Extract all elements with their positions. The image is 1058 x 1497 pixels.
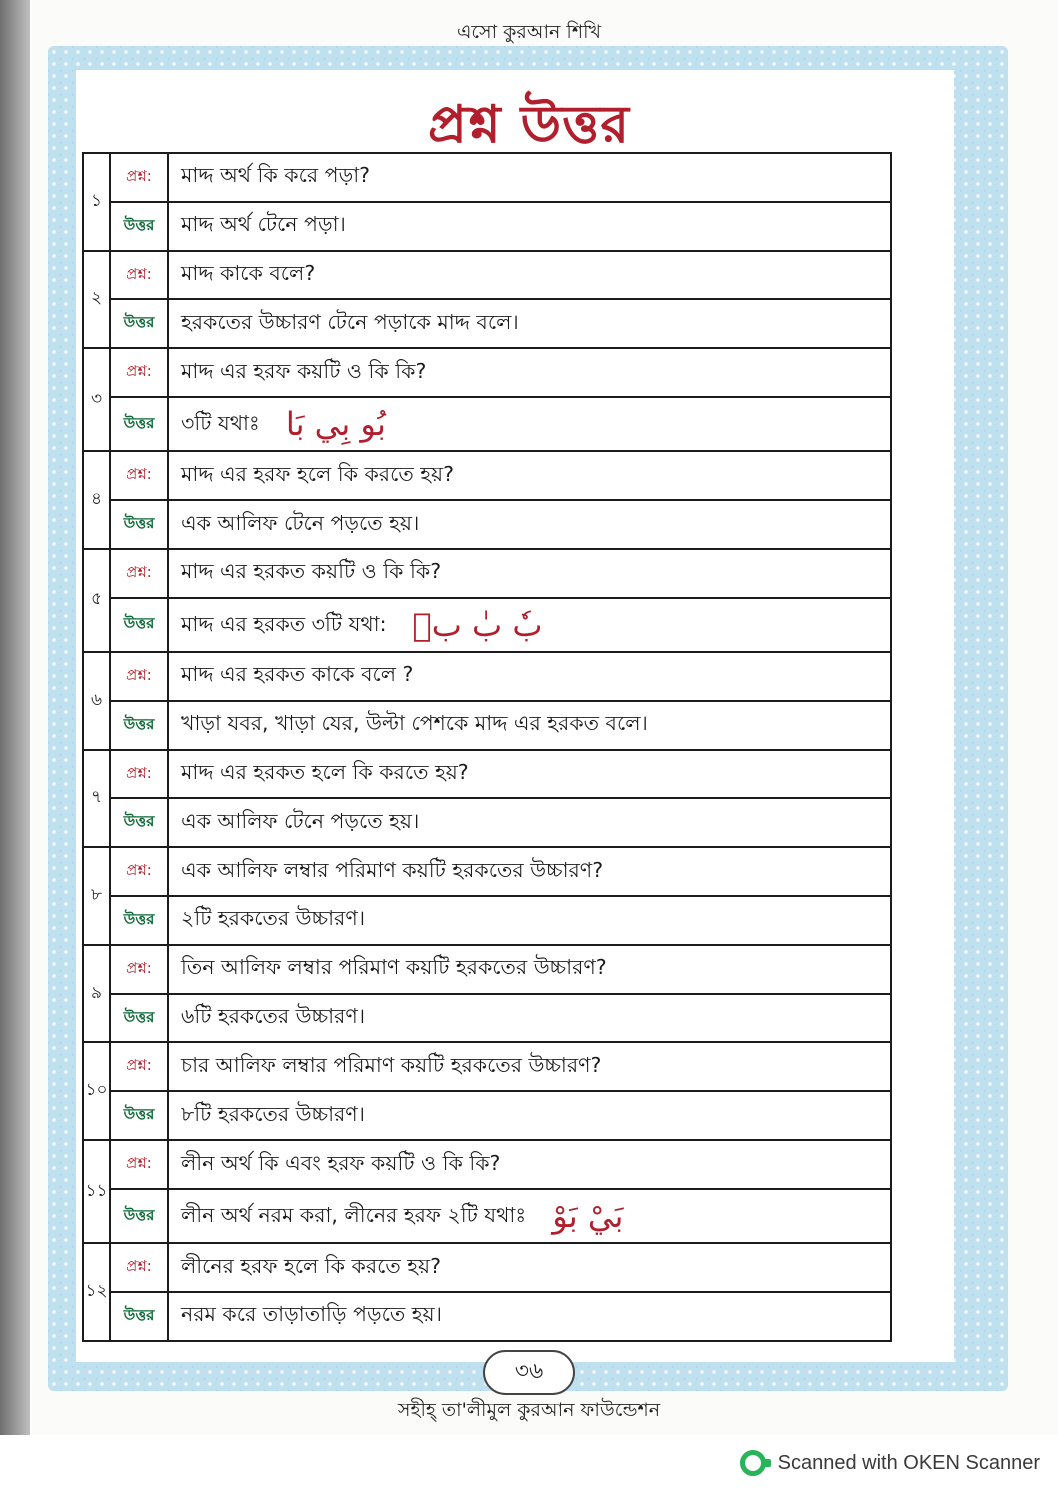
question-row — [83, 652, 891, 701]
question-label: প্রশ্ন: — [110, 451, 168, 500]
question-row — [83, 549, 891, 598]
item-number: ১২ — [83, 1243, 110, 1341]
question-text: মাদ্দ এর হরকত কাকে বলে ? — [168, 652, 891, 701]
question-text: এক আলিফ লম্বার পরিমাণ কয়টি হরকতের উচ্চারণ? — [168, 847, 891, 896]
answer-text: মাদ্দ এর হরকত ৩টি যথা: — [181, 611, 387, 636]
answer-text: ৩টি যথাঃ — [181, 411, 260, 436]
footer-organization: সহীহ্ তা'লীমুল কুরআন ফাউন্ডেশন — [397, 1399, 661, 1421]
scanner-watermark — [740, 1447, 1040, 1479]
answer-row — [83, 701, 891, 750]
answer-row — [83, 598, 891, 652]
item-number: ২ — [83, 251, 110, 349]
answer-row — [83, 397, 891, 451]
question-row — [83, 451, 891, 500]
answer-cell — [168, 798, 891, 847]
answer-label: উত্তর — [110, 994, 168, 1043]
question-text: মাদ্দ এর হরকত হলে কি করতে হয়? — [168, 750, 891, 799]
answer-text: লীন অর্থ নরম করা, লীনের হরফ ২টি যথাঃ — [181, 1203, 527, 1228]
answer-row — [83, 299, 891, 348]
answer-text: খাড়া যবর, খাড়া যের, উল্টা পেশকে মাদ্দ এর হরকত বলে। — [181, 711, 648, 736]
question-label: প্রশ্ন: — [110, 251, 168, 300]
question-label: প্রশ্ন: — [110, 847, 168, 896]
answer-text: মাদ্দ অর্থ টেনে পড়া। — [181, 212, 346, 237]
answer-row — [83, 202, 891, 251]
answer-cell — [168, 1189, 891, 1243]
question-text: লীনের হরফ হলে কি করতে হয়? — [168, 1243, 891, 1292]
qa-table — [82, 152, 892, 1342]
answer-cell — [168, 1292, 891, 1341]
answer-label: উত্তর — [110, 202, 168, 251]
question-label: প্রশ্ন: — [110, 1042, 168, 1091]
answer-label: উত্তর — [110, 1292, 168, 1341]
question-row — [83, 750, 891, 799]
question-label: প্রশ্ন: — [110, 652, 168, 701]
question-row — [83, 348, 891, 397]
arabic-letters: بُو بِي بَا — [285, 405, 386, 444]
answer-cell — [168, 202, 891, 251]
answer-label: উত্তর — [110, 896, 168, 945]
qa-table-body — [83, 153, 891, 1341]
question-text: মাদ্দ এর হরফ হলে কি করতে হয়? — [168, 451, 891, 500]
question-text: মাদ্দ কাকে বলে? — [168, 251, 891, 300]
question-label: প্রশ্ন: — [110, 750, 168, 799]
answer-row — [83, 896, 891, 945]
question-text: লীন অর্থ কি এবং হরফ কয়টি ও কি কি? — [168, 1140, 891, 1189]
arabic-letters: بَيْ بَوْ — [552, 1197, 624, 1236]
answer-row — [83, 994, 891, 1043]
answer-text: এক আলিফ টেনে পড়তে হয়। — [181, 510, 420, 535]
answer-label: উত্তর — [110, 598, 168, 652]
answer-text: ২টি হরকতের উচ্চারণ। — [181, 906, 366, 931]
question-label: প্রশ্ন: — [110, 153, 168, 202]
answer-row — [83, 500, 891, 549]
page-title: প্রশ্ন উত্তর — [428, 94, 630, 155]
item-number: ১১ — [83, 1140, 110, 1243]
item-number: ৪ — [83, 451, 110, 549]
question-text: মাদ্দ অর্থ কি করে পড়া? — [168, 153, 891, 202]
item-number: ১ — [83, 153, 110, 251]
answer-text: নরম করে তাড়াতাড়ি পড়তে হয়। — [181, 1302, 442, 1327]
answer-row — [83, 1189, 891, 1243]
item-number: ৮ — [83, 847, 110, 945]
item-number: ১০ — [83, 1042, 110, 1140]
running-header: এসো কুরআন শিখি — [456, 21, 602, 43]
answer-cell — [168, 500, 891, 549]
question-label: প্রশ্ন: — [110, 1140, 168, 1189]
item-number: ৫ — [83, 549, 110, 652]
question-text: চার আলিফ লম্বার পরিমাণ কয়টি হরকতের উচ্চারণ? — [168, 1042, 891, 1091]
arabic-letters: بٗ بٰ بٖ — [412, 605, 543, 644]
answer-text: এক আলিফ টেনে পড়তে হয়। — [181, 808, 420, 833]
answer-text: হরকতের উচ্চারণ টেনে পড়াকে মাদ্দ বলে। — [181, 309, 519, 334]
answer-label: উত্তর — [110, 397, 168, 451]
item-number: ৩ — [83, 348, 110, 451]
item-number: ৭ — [83, 750, 110, 848]
question-text: মাদ্দ এর হরফ কয়টি ও কি কি? — [168, 348, 891, 397]
question-label: প্রশ্ন: — [110, 945, 168, 994]
question-row — [83, 1140, 891, 1189]
page-number-container — [0, 1350, 1058, 1395]
question-label: প্রশ্ন: — [110, 348, 168, 397]
answer-label: উত্তর — [110, 500, 168, 549]
scanner-watermark-text: Scanned with OKEN Scanner — [777, 1451, 1040, 1474]
answer-label: উত্তর — [110, 798, 168, 847]
question-label: প্রশ্ন: — [110, 549, 168, 598]
question-row — [83, 945, 891, 994]
question-row — [83, 1042, 891, 1091]
answer-cell — [168, 701, 891, 750]
question-row — [83, 847, 891, 896]
answer-cell — [168, 994, 891, 1043]
question-row — [83, 251, 891, 300]
answer-cell — [168, 598, 891, 652]
answer-text: ৬টি হরকতের উচ্চারণ। — [181, 1004, 366, 1029]
oken-scanner-icon — [740, 1450, 766, 1476]
answer-row — [83, 1292, 891, 1341]
answer-label: উত্তর — [110, 1189, 168, 1243]
item-number: ৬ — [83, 652, 110, 750]
answer-cell — [168, 1091, 891, 1140]
question-text: মাদ্দ এর হরকত কয়টি ও কি কি? — [168, 549, 891, 598]
page-number: ৩৬ — [483, 1350, 575, 1395]
answer-row — [83, 1091, 891, 1140]
question-text: তিন আলিফ লম্বার পরিমাণ কয়টি হরকতের উচ্চারণ? — [168, 945, 891, 994]
answer-label: উত্তর — [110, 701, 168, 750]
answer-label: উত্তর — [110, 1091, 168, 1140]
question-row — [83, 153, 891, 202]
answer-cell — [168, 896, 891, 945]
answer-cell — [168, 397, 891, 451]
question-row — [83, 1243, 891, 1292]
answer-row — [83, 798, 891, 847]
answer-label: উত্তর — [110, 299, 168, 348]
answer-cell — [168, 299, 891, 348]
answer-text: ৮টি হরকতের উচ্চারণ। — [181, 1101, 366, 1126]
question-label: প্রশ্ন: — [110, 1243, 168, 1292]
item-number: ৯ — [83, 945, 110, 1043]
